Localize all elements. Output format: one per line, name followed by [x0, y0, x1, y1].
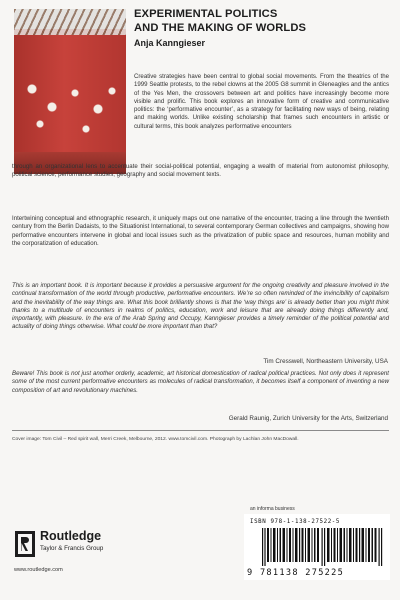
blurb-paragraph-1-continued: through an organizational lens to accentuate their social-political potential, engaging a wealth of material from autonomist philosophy, political science, performance studies, geography and social movement texts.: [12, 163, 389, 179]
publisher-url[interactable]: www.routledge.com: [14, 567, 63, 573]
publisher-name: Routledge: [40, 529, 102, 543]
blurb-paragraph-2: Intertwining conceptual and ethnographic research, it uniquely maps out one narrative of the encounter, tracing a line through the twentieth century from the Berlin Dadaists, to the Situationist International, to several contemporary German collectives and campaigns, showing how performative encounters intervene in global and local issues such as the privatization of public space and resources, human mobility and the corporatization of education.: [12, 215, 389, 247]
divider: [12, 430, 389, 431]
photo-mural-figures: [20, 79, 120, 139]
book-author: Anja Kanngieser: [134, 38, 206, 48]
barcode-number: 9 781138 275225: [247, 568, 345, 578]
title-line-1: EXPERIMENTAL POLITICS: [134, 8, 278, 20]
blurb-paragraph-1: Creative strategies have been central to global social movements. From the theatrics of the 1999 Seattle protests, to the rebel clowns at the 2005 G8 summit in Gleneagles and the antics of the Yes Men, the crossovers between art and politics have increasingly become more visible and prolific. This book explores an innovative form of creative and communicative politics: the ‘performative encounter’, as a strategy for facilitating new ways of being, relating and making worlds. Unlike existing scholarship that frames such encounters in artistic or cultural terms, this book analyzes performative encounters: [134, 73, 389, 130]
book-title: [134, 8, 389, 35]
title-line-2: AND THE MAKING OF WORLDS: [134, 21, 307, 34]
endorsement-attribution: Tim Cresswell, Northeastern University, USA: [263, 358, 388, 365]
endorsement-quote: Beware! This book is not just another orderly, academic, art historical domestication of radical political practices. Not only does it represent some of the most current performative encounters as molecules of radical transformation, it becomes itself a component of inventing a new composition of art and revolutionary machines.: [12, 370, 389, 394]
cover-photo: [14, 9, 126, 174]
cover-image-credit: Cover image: Tom Civil – Red spirit wall, Merri Creek, Melbourne, 2012. www.tomcivil.com. Photograph by Lachlan John MacDowall.: [12, 437, 299, 442]
routledge-logo-icon: [14, 530, 36, 558]
endorsement-attribution: Gerald Raunig, Zurich University for the Arts, Switzerland: [228, 415, 388, 422]
photo-roof: [14, 9, 126, 37]
publisher-group: Taylor & Francis Group: [40, 545, 104, 552]
barcode-icon: [262, 528, 384, 566]
endorsement-quote: This is an important book. It is important because it provides a persuasive argument for the ongoing creativity and pleasure involved in the continual transformation of the world through productive, performative encounters. We’re so often reminded of the invincibility of capitalism and the inevitability of the way things are. What this book brilliantly shows is that the ‘way things are’ is already better than you might think thanks to a multitude of encounters in realms of politics, education, work and leisure that are already doing things differently and, importantly, with pleasure. In the era of the Arab Spring and Occupy, Kanngieser provides a timely reminder of the political potential and actuality of doing things otherwise. What could be more important than that?: [12, 282, 389, 331]
informa-tagline: an informa business: [250, 506, 295, 512]
isbn-text: ISBN 978-1-138-27522-5: [250, 519, 340, 525]
